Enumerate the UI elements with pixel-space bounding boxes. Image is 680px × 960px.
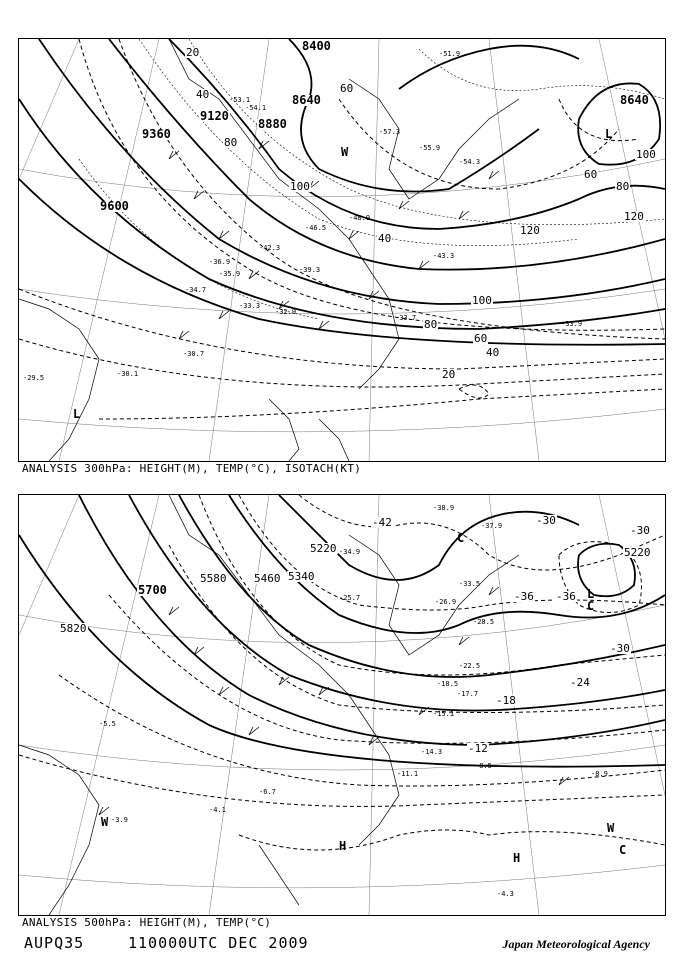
station-value: -6.7 [259,788,276,796]
temp-value: -30.1 [117,370,139,378]
station-value: -4.3 [497,890,514,898]
temp-contour-label: -36 [514,590,534,603]
station-value: -34.9 [339,548,361,556]
temp-contour-label: -30 [610,642,630,655]
isotach-lines [19,39,665,419]
temp-value: -30.7 [183,350,205,358]
temp-value: -46.5 [305,224,327,232]
station-value: -17.7 [457,690,479,698]
station-value: -18.5 [437,680,459,688]
height-label: 5700 [138,583,167,597]
isotach-label: 60 [340,82,354,95]
isotach-label: 40 [486,346,500,359]
cold-symbol: C [619,843,627,857]
temp-contour-label: -24 [570,676,590,689]
temp-contour-label: -12 [468,742,488,755]
temp-contour-label: -36 [556,590,576,603]
station-value: -11.1 [397,770,419,778]
isotherm-lines [79,39,665,319]
temp-value: -33.7 [395,314,417,322]
temp-value: -32.9 [275,308,297,316]
temp-value: -35.9 [219,270,241,278]
isotach-label: 40 [196,88,210,101]
analysis-500hpa-map [18,494,666,916]
temp-value: -54.1 [245,104,267,112]
height-label: 8880 [258,117,287,131]
station-value: -22.5 [459,662,481,670]
height-label: 8640 [620,93,649,107]
panel-500hpa-caption: ANALYSIS 500hPa: HEIGHT(M), TEMP(°C) [22,916,272,929]
temp-value: -34.7 [185,286,207,294]
temp-value: -43.3 [433,252,455,260]
agency-credit: Japan Meteorological Agency [502,937,650,951]
station-value: -33.5 [459,580,481,588]
isotach-label: 100 [290,180,310,193]
isotach-label: 20 [442,368,456,381]
valid-time: 110000UTC DEC 2009 [128,934,309,952]
temp-contour-label: -30 [630,524,650,537]
warm-symbol: W [607,821,615,835]
low-pressure-symbol: L [605,127,613,141]
temp-value: -51.9 [439,50,461,58]
height-label: 5580 [200,572,227,585]
isotach-label: 100 [636,148,656,161]
warm-symbol: W [101,815,109,829]
isotach-label: 60 [584,168,598,181]
isotach-label: 40 [378,232,392,245]
temp-value: -33.3 [239,302,261,310]
station-value: -3.9 [111,816,128,824]
height-label: 8640 [292,93,321,107]
isotach-label: 80 [616,180,630,193]
height-label: 9360 [142,127,171,141]
station-value: -28.5 [473,618,495,626]
temp-value: -57.3 [379,128,401,136]
cold-symbol: C [587,599,595,613]
station-value: -5.5 [99,720,116,728]
temp-value: -33.9 [561,320,583,328]
station-value: -8.5 [475,762,492,770]
temp-contour-label: -30 [536,514,556,527]
high-pressure-symbol: H [513,851,521,865]
station-value: -4.1 [209,806,226,814]
isotach-label: 120 [520,224,540,237]
height-label: 8400 [302,39,331,53]
isotach-label: 120 [624,210,644,223]
height-label: 5340 [288,570,315,583]
low-pressure-symbol: L [587,587,595,601]
high-pressure-symbol: H [339,839,347,853]
station-value: -8.9 [591,770,608,778]
station-value: -25.7 [339,594,361,602]
temp-contour-label: -18 [496,694,516,707]
temp-value: -39.3 [299,266,321,274]
isotach-label: 80 [424,318,438,331]
temp-value: -29.5 [23,374,45,382]
isotach-label: 100 [472,294,492,307]
warm-symbol: W [341,145,349,159]
height-label: 5460 [254,572,281,585]
height-label: 5820 [60,622,87,635]
temp-value: -42.3 [259,244,281,252]
temp-value: -36.9 [209,258,231,266]
height-label: 5220 [310,542,337,555]
map-300hpa-svg [19,39,665,461]
isotach-label: 60 [474,332,488,345]
height-label: 5220 [624,546,651,559]
chart-id: AUPQ35 [24,934,85,952]
temp-value: -55.9 [419,144,441,152]
temp-value: -48.9 [349,214,371,222]
height-contours [19,495,665,767]
station-value: -38.9 [433,504,455,512]
height-label: 9600 [100,199,129,213]
isotach-label: 20 [186,46,200,59]
station-value: -15.1 [433,710,455,718]
temp-value: -53.1 [229,96,251,104]
low-pressure-symbol: L [73,407,81,421]
temp-value: -54.3 [459,158,481,166]
temp-contour-label: -42 [372,516,392,529]
wind-barbs [169,141,499,339]
analysis-300hpa-map [18,38,666,462]
cold-symbol: C [457,531,465,545]
graticule [19,39,665,461]
panel-300hpa-caption: ANALYSIS 300hPa: HEIGHT(M), TEMP(°C), ISOTACH(KT) [22,462,362,475]
station-value: -14.3 [421,748,443,756]
station-value: -37.9 [481,522,503,530]
height-label: 9120 [200,109,229,123]
isotach-label: 80 [224,136,238,149]
station-value: -26.9 [435,598,457,606]
